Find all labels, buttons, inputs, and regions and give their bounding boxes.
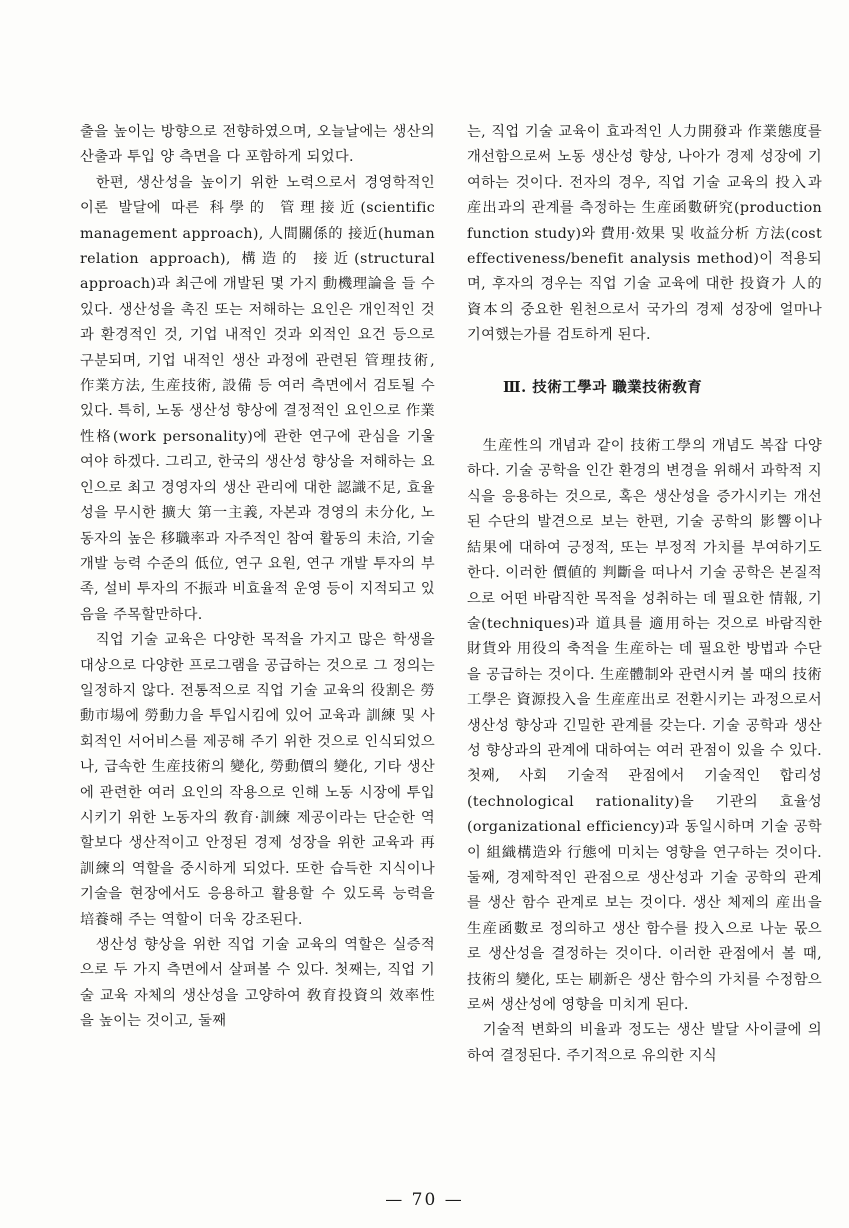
page-number: — 70 — <box>385 1190 464 1210</box>
right-text-column <box>467 120 822 1069</box>
paragraph: 출을 높이는 방향으로 전향하였으며, 오늘날에는 생산의 산출과 투입 양 측면을 다 포함하게 되었다. <box>80 124 435 166</box>
paragraph: 는, 직업 기술 교육이 효과적인 人力開發과 作業態度를 개선함으로써 노동 생산성 향상, 나아가 경제 성장에 기여하는 것이다. 전자의 경우, 직업 기술 교육의 投入과 産出과의 관계를 측정하는 生産函數硏究(production function study)와 費用·效果 및 收益分析 方法(cost effectiveness/benefit analysis method)이 적용되며, 후자의 경우는 직업 기술 교육에 대한 投資가 人的 資本의 중요한 원천으로서 국가의 경제 성장에 얼마나 기여했는가를 검토하게 된다. <box>467 124 822 344</box>
paragraph: 생산성 향상을 위한 직업 기술 교육의 역할은 실증적으로 두 가지 측면에서 살펴볼 수 있다. 첫째는, 직업 기술 교육 자체의 생산성을 고양하여 敎育投資의 效率性을 높이는 것이고, 둘째 <box>80 937 435 1030</box>
paragraph: 기술적 변화의 비율과 정도는 생산 발달 사이클에 의하여 결정된다. 주기적으로 유의한 지식 <box>467 1022 822 1064</box>
left-text-column <box>80 120 435 1035</box>
paragraph: 한편, 생산성을 높이기 위한 노력으로서 경영학적인 이론 발달에 따른 科學的 管理接近(scientific management approach), 人間關係的 接近(human relation approach), 構造的 接近(structural approach)과 최근에 개발된 몇 가지 動機理論을 들 수 있다. 생산성을 촉진 또는 저해하는 요인은 개인적인 것과 환경적인 것, 기업 내적인 것과 외적인 요건 등으로 구분되며, 기업 내적인 생산 과정에 관련된 管理技術, 作業方法, 生産技術, 設備 등 여러 측면에서 검토될 수 있다. 특히, 노동 생산성 향상에 결정적인 요인으로 作業性格(work personality)에 관한 연구에 관심을 기울여야 하겠다. 그리고, 한국의 생산성 향상을 저해하는 요인으로 최고 경영자의 생산 관리에 대한 認識不足, 효율성을 무시한 擴大 第一主義, 자본과 경영의 未分化, 노동자의 높은 移職率과 자주적인 참여 활동의 未洽, 기술 개발 능력 수준의 低位, 연구 요원, 연구 개발 투자의 부족, 설비 투자의 不振과 비효율적 운영 등이 지적되고 있음을 주목할만하다. <box>80 174 436 623</box>
paragraph: 직업 기술 교육은 다양한 목적을 가지고 많은 학생을 대상으로 다양한 프로그램을 공급하는 것으로 그 정의는 일정하지 않다. 전통적으로 직업 기술 교육의 役割은 勞動市場에 勞動力을 투입시킴에 있어 교육과 訓練 및 사회적인 서어비스를 제공해 주기 위한 것으로 인식되었으나, 급속한 生産技術의 變化, 勞動價의 變化, 기타 생산에 관련한 여러 요인의 작용으로 인해 노동 시장에 투입시키기 위한 노동자의 敎育·訓練 제공이라는 단순한 역할보다 생산적이고 안정된 경제 성장을 위한 교육과 再訓練의 역할을 중시하게 되었다. 또한 습득한 지식이나 기술을 현장에서도 응용하고 활용할 수 있도록 능력을 培養해 주는 역할이 더욱 강조된다. <box>80 632 435 928</box>
section-heading: Ⅲ. 技術工學과 職業技術敎育 <box>503 378 703 396</box>
paragraph: 生産性의 개념과 같이 技術工學의 개념도 복잡 다양하다. 기술 공학을 인간 환경의 변경을 위해서 과학적 지식을 응용하는 것으로, 혹은 생산성을 증가시키는 개선된 수단의 발견으로 보는 한편, 기술 공학의 影響이나 結果에 대하여 긍정적, 또는 부정적 가치를 부여하기도 한다. 이러한 價値的 判斷을 떠나서 기술 공학은 본질적으로 어떤 바람직한 목적을 성취하는 데 필요한 情報, 기술(techniques)과 道具를 適用하는 것으로 바람직한 財貨와 用役의 축적을 生産하는 데 필요한 방법과 수단을 공급하는 것이다. 生産體制와 관련시켜 볼 때의 技術工學은 資源投入을 生産産出로 전환시키는 과정으로서 생산성 향상과 긴밀한 관계를 갖는다. 기술 공학과 생산성 향상과의 관계에 대하여는 여러 관점이 있을 수 있다. 첫째, 사회 기술적 관점에서 기술적인 합리성(technological rationality)을 기관의 효율성(organizational efficiency)과 동일시하며 기술 공학이 組織構造와 行態에 미치는 영향을 연구하는 것이다. 둘째, 경제학적인 관점으로 생산성과 기술 공학의 관계를 생산 함수 관계로 보는 것이다. 생산 체제의 産出을 生産函數로 정의하고 생산 함수를 投入으로 나눈 몫으로 생산성을 결정하는 것이다. 이러한 관점에서 볼 때, 技術의 變化, 또는 刷新은 생산 함수의 가치를 수정함으로써 생산성에 영향을 미치게 된다. <box>467 438 823 1013</box>
